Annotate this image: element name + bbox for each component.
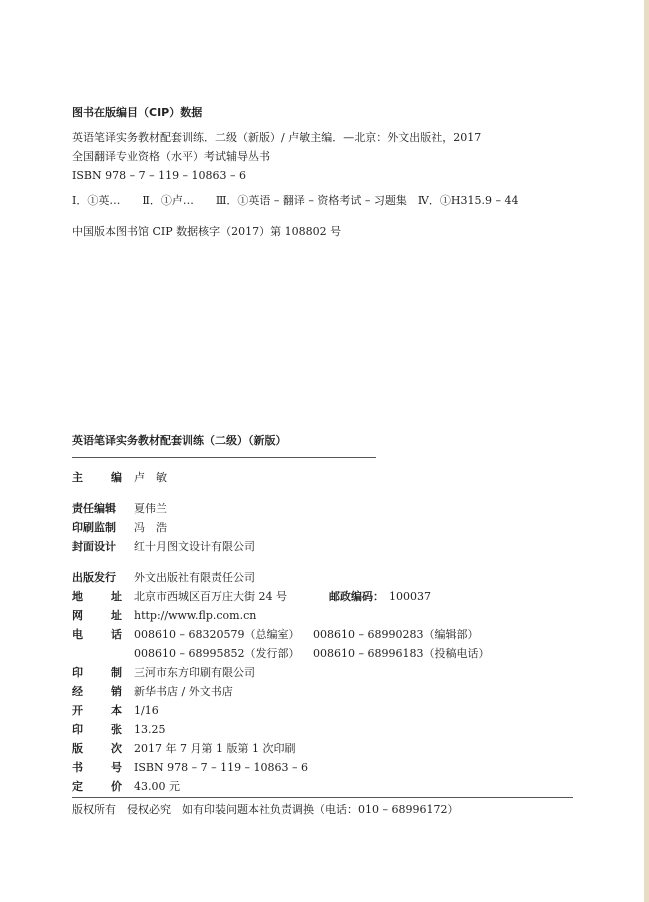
postcode-value: 100037 <box>389 590 431 603</box>
website-label: 网 址 <box>72 609 122 622</box>
distributor-label: 经 销 <box>72 685 122 698</box>
format-label: 开 本 <box>72 704 122 717</box>
phone-distribution: 008610 – 68995852（发行部） <box>134 647 300 660</box>
cover-design-label: 封面设计 <box>72 540 116 553</box>
cip-line-2: 全国翻译专业资格（水平）考试辅导丛书 <box>72 150 270 163</box>
cip-subjects: Ⅰ．①英… Ⅱ．①卢… Ⅲ．①英语 – 翻译 – 资格考试 – 习题集 Ⅳ．①H315.9 – 44 <box>72 194 519 207</box>
resp-editor-label: 责任编辑 <box>72 502 116 515</box>
distributor-value: 新华书店 / 外文书店 <box>134 685 233 698</box>
editor-label: 主 编 <box>72 471 122 484</box>
cip-heading: 图书在版编目（CIP）数据 <box>72 106 203 119</box>
cover-design-value: 红十月图文设计有限公司 <box>134 540 255 553</box>
sheets-value: 13.25 <box>134 723 166 736</box>
isbn-value: ISBN 978 – 7 – 119 – 10863 – 6 <box>134 761 309 774</box>
phone-editorial-office: 008610 – 68320579（总编室） <box>134 628 300 641</box>
printer-value: 三河市东方印刷有限公司 <box>134 666 255 679</box>
sheets-label: 印 张 <box>72 723 122 736</box>
editor-value: 卢 敏 <box>134 471 167 484</box>
cip-number: 中国版本图书馆 CIP 数据核字（2017）第 108802 号 <box>72 225 342 238</box>
publisher-value: 外文出版社有限责任公司 <box>134 571 255 584</box>
rights-rule <box>72 797 573 798</box>
price-label: 定 价 <box>72 780 122 793</box>
cip-isbn: ISBN 978 – 7 – 119 – 10863 – 6 <box>72 169 247 182</box>
edition-label: 版 次 <box>72 742 122 755</box>
printer-label: 印 制 <box>72 666 122 679</box>
website-value: http://www.flp.com.cn <box>134 609 257 622</box>
publisher-label: 出版发行 <box>72 571 116 584</box>
resp-editor-value: 夏伟兰 <box>134 502 167 515</box>
price-value: 43.00 元 <box>134 780 180 793</box>
print-supervisor-label: 印刷监制 <box>72 521 116 534</box>
edition-value: 2017 年 7 月第 1 版第 1 次印刷 <box>134 742 296 755</box>
format-value: 1/16 <box>134 704 159 717</box>
title-rule <box>72 457 376 458</box>
isbn-label: 书 号 <box>72 761 122 774</box>
rights-notice: 版权所有 侵权必究 如有印装问题本社负责调换（电话：010 – 68996172） <box>72 803 459 816</box>
page-edge <box>644 0 649 902</box>
phone-submissions: 008610 – 68996183（投稿电话） <box>313 647 490 660</box>
address-value: 北京市西城区百万庄大街 24 号 <box>134 590 287 603</box>
phone-label: 电 话 <box>72 628 122 641</box>
print-supervisor-value: 冯 浩 <box>134 521 167 534</box>
book-title: 英语笔译实务教材配套训练（二级）（新版） <box>72 434 287 447</box>
address-label: 地 址 <box>72 590 122 603</box>
cip-line-1: 英语笔译实务教材配套训练．二级（新版）/ 卢敏主编．—北京：外文出版社，2017 <box>72 131 482 144</box>
postcode-label: 邮政编码： <box>329 590 384 603</box>
phone-editing-dept: 008610 – 68990283（编辑部） <box>313 628 479 641</box>
